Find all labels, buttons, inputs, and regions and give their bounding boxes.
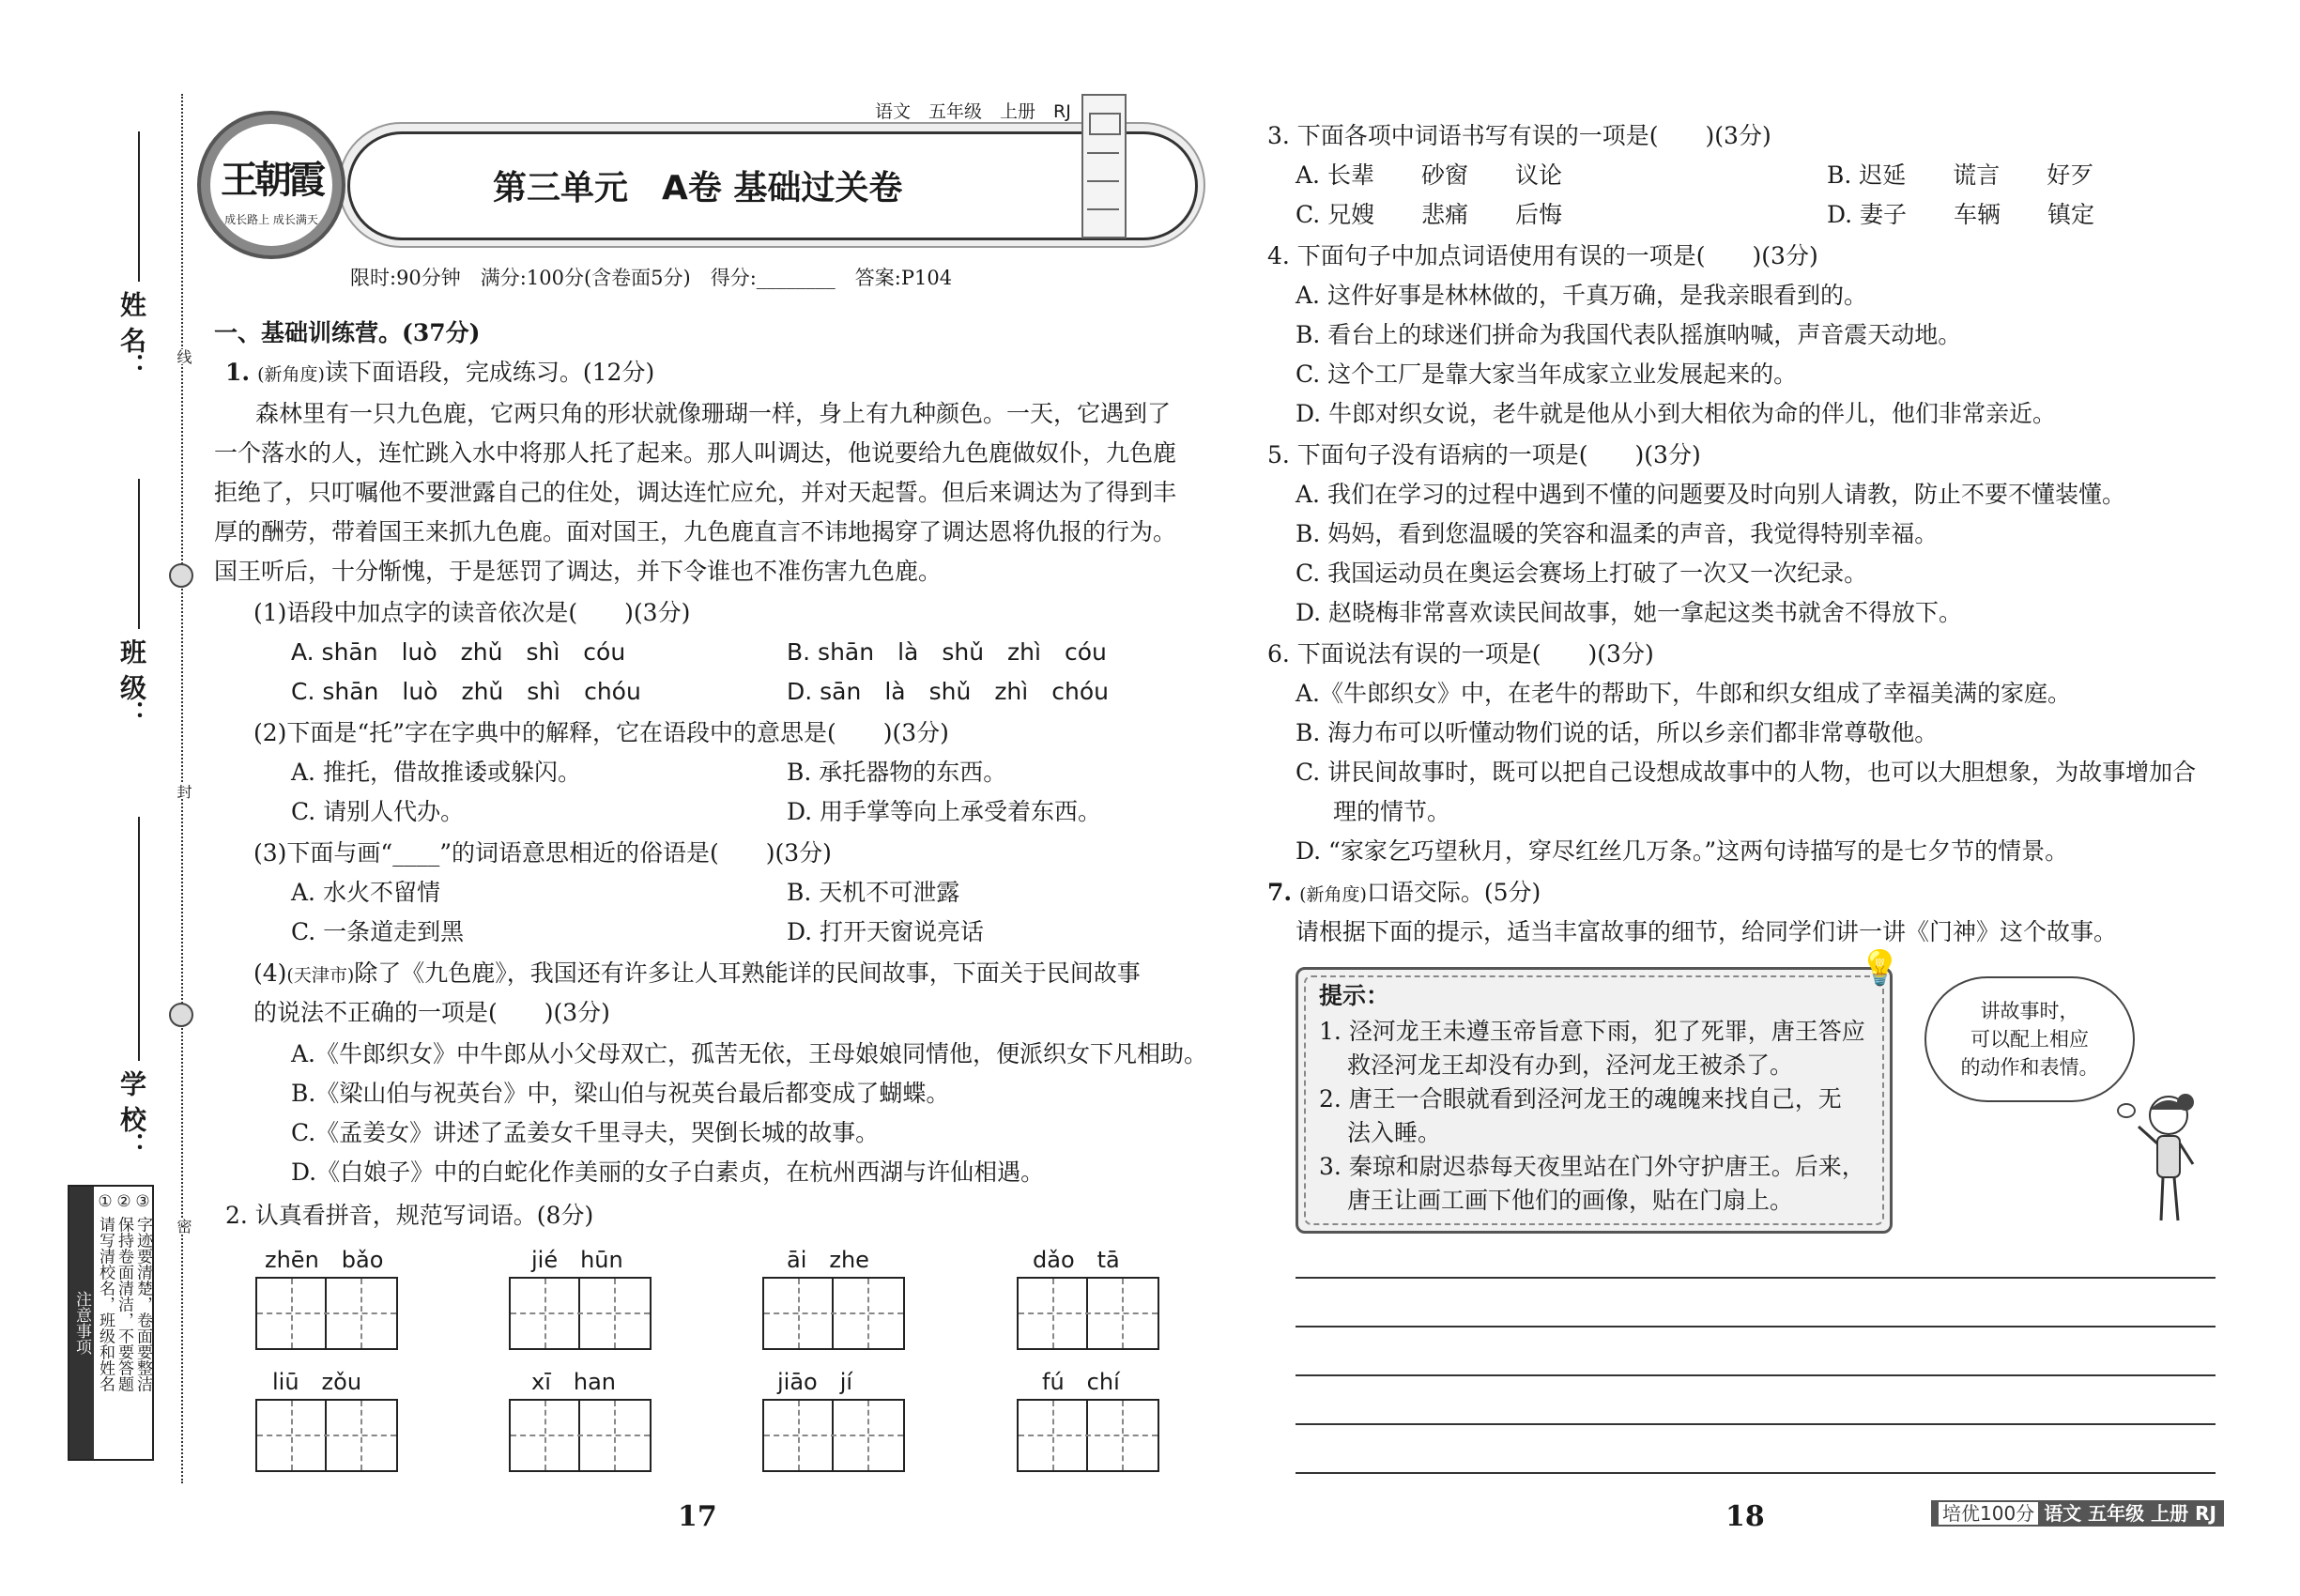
passage-line: 厚的酬劳，带着国王来抓九色鹿。面对国王，九色鹿直言不讳地揭穿了调达恩将仇报的行为。 bbox=[214, 518, 1177, 545]
sub-question-4: (4)(天津市)除了《九色鹿》，我国还有许多让人耳熟能详的民间故事，下面关于民间故事 bbox=[253, 959, 1141, 987]
sub4-line1: 除了《九色鹿》，我国还有许多让人耳熟能详的民间故事，下面关于民间故事 bbox=[354, 959, 1141, 987]
answer-line[interactable] bbox=[1296, 1277, 2216, 1279]
option-c: C. 这个工厂是靠大家当年成家立业发展起来的。 bbox=[1296, 361, 1798, 388]
writing-grid[interactable] bbox=[255, 1399, 398, 1472]
pinyin: liū zǒu bbox=[272, 1369, 362, 1395]
option-d: D. 打开天窗说亮话 bbox=[787, 918, 985, 945]
q7-prompt: 请根据下面的提示，适当丰富故事的细节，给同学们讲一讲《门神》这个故事。 bbox=[1296, 918, 2118, 945]
option-a: A.《牛郎织女》中，在老牛的帮助下，牛郎和织女组成了幸福美满的家庭。 bbox=[1296, 680, 2072, 707]
answer-line[interactable] bbox=[1296, 1374, 2216, 1376]
footer-meta: 语文 五年级 上册 RJ bbox=[2044, 1502, 2216, 1525]
option-a: A. 这件好事是林林做的，千真万确，是我亲眼看到的。 bbox=[1296, 282, 1867, 309]
tip-line: 2. 唐王一合眼就看到泾河龙王的魂魄来找自己，无 bbox=[1319, 1085, 1842, 1113]
binding-hole bbox=[169, 1003, 193, 1027]
option-b: B. 看台上的球迷们拼命为我国代表队摇旗呐喊，声音震天动地。 bbox=[1296, 321, 1962, 348]
option-a: A. 推托，借故推诿或躲闪。 bbox=[291, 759, 581, 786]
option-d: D. sān là shǔ zhì chóu bbox=[787, 678, 1109, 705]
pinyin: xī han bbox=[531, 1369, 616, 1395]
q1-number: 1. bbox=[225, 359, 251, 386]
lightbulb-icon: 💡 bbox=[1859, 949, 1901, 988]
option-b: B. 迟延 谎言 好歹 bbox=[1827, 161, 2094, 189]
lighthouse-icon bbox=[1081, 94, 1127, 238]
sub-question-2: (2)下面是“托”字在字典中的解释，它在语段中的意思是( )(3分) bbox=[253, 719, 949, 746]
answer-line[interactable] bbox=[1296, 1472, 2216, 1474]
option-c: C. 一条道走到黑 bbox=[291, 918, 465, 945]
tip-line: 法入睡。 bbox=[1347, 1119, 1442, 1146]
bubble-line: 的动作和表情。 bbox=[1960, 1056, 2099, 1079]
option-a: A. 水火不留情 bbox=[291, 879, 440, 906]
footer-brand: 培优100分 bbox=[1939, 1502, 2038, 1525]
option-c: C.《孟姜女》讲述了孟姜女千里寻夫，哭倒长城的故事。 bbox=[291, 1119, 880, 1146]
name-label: 姓 名： bbox=[116, 291, 147, 379]
brand-logo bbox=[197, 111, 345, 259]
question-1 bbox=[225, 353, 654, 394]
option-d: D. 妻子 车辆 镇定 bbox=[1827, 201, 2095, 228]
option-c: C. shān luò zhǔ shì chóu bbox=[291, 678, 641, 705]
pinyin: zhēn bǎo bbox=[265, 1247, 384, 1273]
option-c: C. 我国运动员在奥运会赛场上打破了一次又一次纪录。 bbox=[1296, 560, 1868, 587]
q7-text: 口语交际。(5分) bbox=[1366, 879, 1541, 906]
option-b: B. 承托器物的东西。 bbox=[787, 759, 1007, 786]
sub4-tag: (天津市) bbox=[286, 965, 355, 986]
option-c-cont: 理的情节。 bbox=[1333, 798, 1451, 825]
passage-line: 一个落水的人，连忙跳入水中将那人托了起来。那人叫调达，他说要给九色鹿做奴仆，九色鹿 bbox=[214, 439, 1177, 467]
question-5: 5. 下面句子没有语病的一项是( )(3分) bbox=[1267, 441, 1701, 468]
notes-head: 注意事项 bbox=[69, 1187, 94, 1459]
question-7 bbox=[1267, 873, 1541, 914]
notes-box bbox=[68, 1185, 154, 1461]
cut-mark: 密 bbox=[175, 1219, 192, 1234]
option-b: B. 妈妈，看到您温暖的笑容和温柔的声音，我觉得特别幸福。 bbox=[1296, 520, 1939, 547]
q1-text: 读下面语段，完成练习。(12分) bbox=[324, 359, 655, 386]
answer-line[interactable] bbox=[1296, 1423, 2216, 1425]
tip-line: 1. 泾河龙王未遵玉帝旨意下雨，犯了死罪，唐王答应 bbox=[1319, 1018, 1865, 1045]
option-b: B. shān là shǔ zhì cóu bbox=[787, 638, 1107, 666]
note-item: ③ 字迹要清楚，卷面要整洁 bbox=[133, 1192, 152, 1392]
name-line bbox=[138, 131, 140, 282]
note-item: ① 请写清校名，班级和姓名 bbox=[96, 1192, 115, 1392]
tip-line: 唐王让画工画下他们的画像，贴在门扇上。 bbox=[1347, 1187, 1794, 1214]
sub-question-1: (1)语段中加点字的读音依次是( )(3分) bbox=[253, 599, 691, 626]
option-a: A. shān luò zhǔ shì cóu bbox=[291, 638, 626, 666]
pinyin: jiāo jí bbox=[777, 1369, 853, 1395]
option-b: B.《梁山伯与祝英台》中，梁山伯与祝英台最后都变成了蝴蝶。 bbox=[291, 1080, 950, 1107]
writing-grid[interactable] bbox=[509, 1277, 652, 1350]
tip-line: 3. 秦琼和尉迟恭每天夜里站在门外守护唐王。后来， bbox=[1319, 1153, 1865, 1180]
exam-info: 限时:90分钟 满分:100分(含卷面5分) 得分:________ 答案:P104 bbox=[350, 267, 953, 289]
tip-line: 救泾河龙王却没有办到，泾河龙王被杀了。 bbox=[1347, 1051, 1794, 1079]
class-line bbox=[138, 479, 140, 629]
passage-line: 拒绝了，只叮嘱他不要泄露自己的住处，调达连忙应允，并对天起誓。但后来调达为了得到丰 bbox=[214, 479, 1177, 506]
tips-title: 提示： bbox=[1319, 982, 1390, 1009]
cut-mark: 线 bbox=[175, 349, 192, 364]
note-item: ② 保持卷面清洁，不要答题 bbox=[115, 1192, 133, 1392]
question-6: 6. 下面说法有误的一项是( )(3分) bbox=[1267, 640, 1654, 668]
header-meta: 语文 五年级 上册 RJ bbox=[875, 101, 1071, 122]
passage-line: 国王听后，十分惭愧，于是惩罚了调达，并下令谁也不准伤害九色鹿。 bbox=[214, 558, 943, 585]
option-c: C. 请别人代办。 bbox=[291, 798, 465, 825]
option-c: C. 讲民间故事时，既可以把自己设想成故事中的人物，也可以大胆想象，为故事增加合 bbox=[1296, 759, 2197, 786]
writing-grid[interactable] bbox=[255, 1277, 398, 1350]
option-d: D. 牛郎对织女说，老牛就是他从小到大相依为命的伴儿，他们非常亲近。 bbox=[1296, 400, 2057, 427]
option-c: C. 兄嫂 悲痛 后悔 bbox=[1296, 201, 1563, 228]
brand-slogan: 成长路上 成长满天 bbox=[224, 213, 318, 226]
option-a: A. 我们在学习的过程中遇到不懂的问题要及时向别人请教，防止不要不懂装懂。 bbox=[1296, 481, 2125, 508]
pinyin: āi zhe bbox=[787, 1247, 869, 1273]
school-label: 学 校： bbox=[116, 1070, 147, 1159]
binding-hole bbox=[169, 563, 193, 588]
question-2: 2. 认真看拼音，规范写词语。(8分) bbox=[225, 1202, 594, 1229]
question-3: 3. 下面各项中词语书写有误的一项是( )(3分) bbox=[1267, 122, 1771, 149]
footer-tag bbox=[1931, 1500, 2224, 1527]
sub-question-3: (3)下面与画“____”的词语意思相近的俗语是( )(3分) bbox=[253, 839, 832, 867]
page-number-left: 17 bbox=[678, 1500, 717, 1533]
cut-mark: 封 bbox=[175, 784, 192, 799]
writing-grid[interactable] bbox=[509, 1399, 652, 1472]
option-b: B. 海力布可以听懂动物们说的话，所以乡亲们都非常尊敬他。 bbox=[1296, 719, 1939, 746]
brand-name: 王朝霞 bbox=[221, 158, 322, 202]
option-d: D.《白娘子》中的白蛇化作美丽的女子白素贞，在杭州西湖与许仙相遇。 bbox=[291, 1159, 1045, 1186]
page-title: 第三单元 A卷 基础过关卷 bbox=[493, 169, 903, 207]
option-a: A. 长辈 砂窗 议论 bbox=[1296, 161, 1562, 189]
pinyin: jié hūn bbox=[531, 1247, 623, 1273]
q7-tag: (新角度) bbox=[1299, 884, 1367, 905]
girl-illustration-icon bbox=[2131, 1089, 2206, 1230]
writing-grid[interactable] bbox=[1017, 1399, 1159, 1472]
pinyin: dǎo tā bbox=[1033, 1247, 1120, 1273]
school-line bbox=[138, 817, 140, 1061]
answer-line[interactable] bbox=[1296, 1326, 2216, 1327]
q7-number: 7. bbox=[1267, 879, 1293, 906]
option-d: D. “家家乞巧望秋月，穿尽红丝几万条。”这两句诗描写的是七夕节的情景。 bbox=[1296, 837, 2069, 865]
option-d: D. 用手掌等向上承受着东西。 bbox=[787, 798, 1102, 825]
speech-bubble bbox=[1924, 976, 2135, 1102]
section-title: 一、基础训练营。(37分) bbox=[214, 319, 481, 346]
option-a: A.《牛郎织女》中牛郎从小父母双亡，孤苦无依，王母娘娘同情他，便派织女下凡相助。 bbox=[291, 1040, 1208, 1067]
writing-grid[interactable] bbox=[1017, 1277, 1159, 1350]
pinyin: fú chí bbox=[1042, 1369, 1120, 1395]
bubble-line: 可以配上相应 bbox=[1970, 1028, 2089, 1051]
passage-line: 森林里有一只九色鹿，它两只角的形状就像珊瑚一样，身上有九种颜色。一天，它遇到了 bbox=[255, 400, 1172, 427]
option-b: B. 天机不可泄露 bbox=[787, 879, 960, 906]
q1-tag: (新角度) bbox=[257, 364, 325, 385]
page-number-right: 18 bbox=[1725, 1500, 1765, 1533]
question-4: 4. 下面句子中加点词语使用有误的一项是( )(3分) bbox=[1267, 242, 1818, 269]
writing-grid[interactable] bbox=[762, 1277, 905, 1350]
bubble-line: 讲故事时， bbox=[1980, 1000, 2079, 1022]
class-label: 班 级： bbox=[116, 638, 147, 727]
sub4-line2: 的说法不正确的一项是( )(3分) bbox=[253, 999, 610, 1026]
writing-grid[interactable] bbox=[762, 1399, 905, 1472]
tips-box bbox=[1296, 967, 1893, 1234]
option-d: D. 赵晓梅非常喜欢读民间故事，她一拿起这类书就舍不得放下。 bbox=[1296, 599, 1963, 626]
